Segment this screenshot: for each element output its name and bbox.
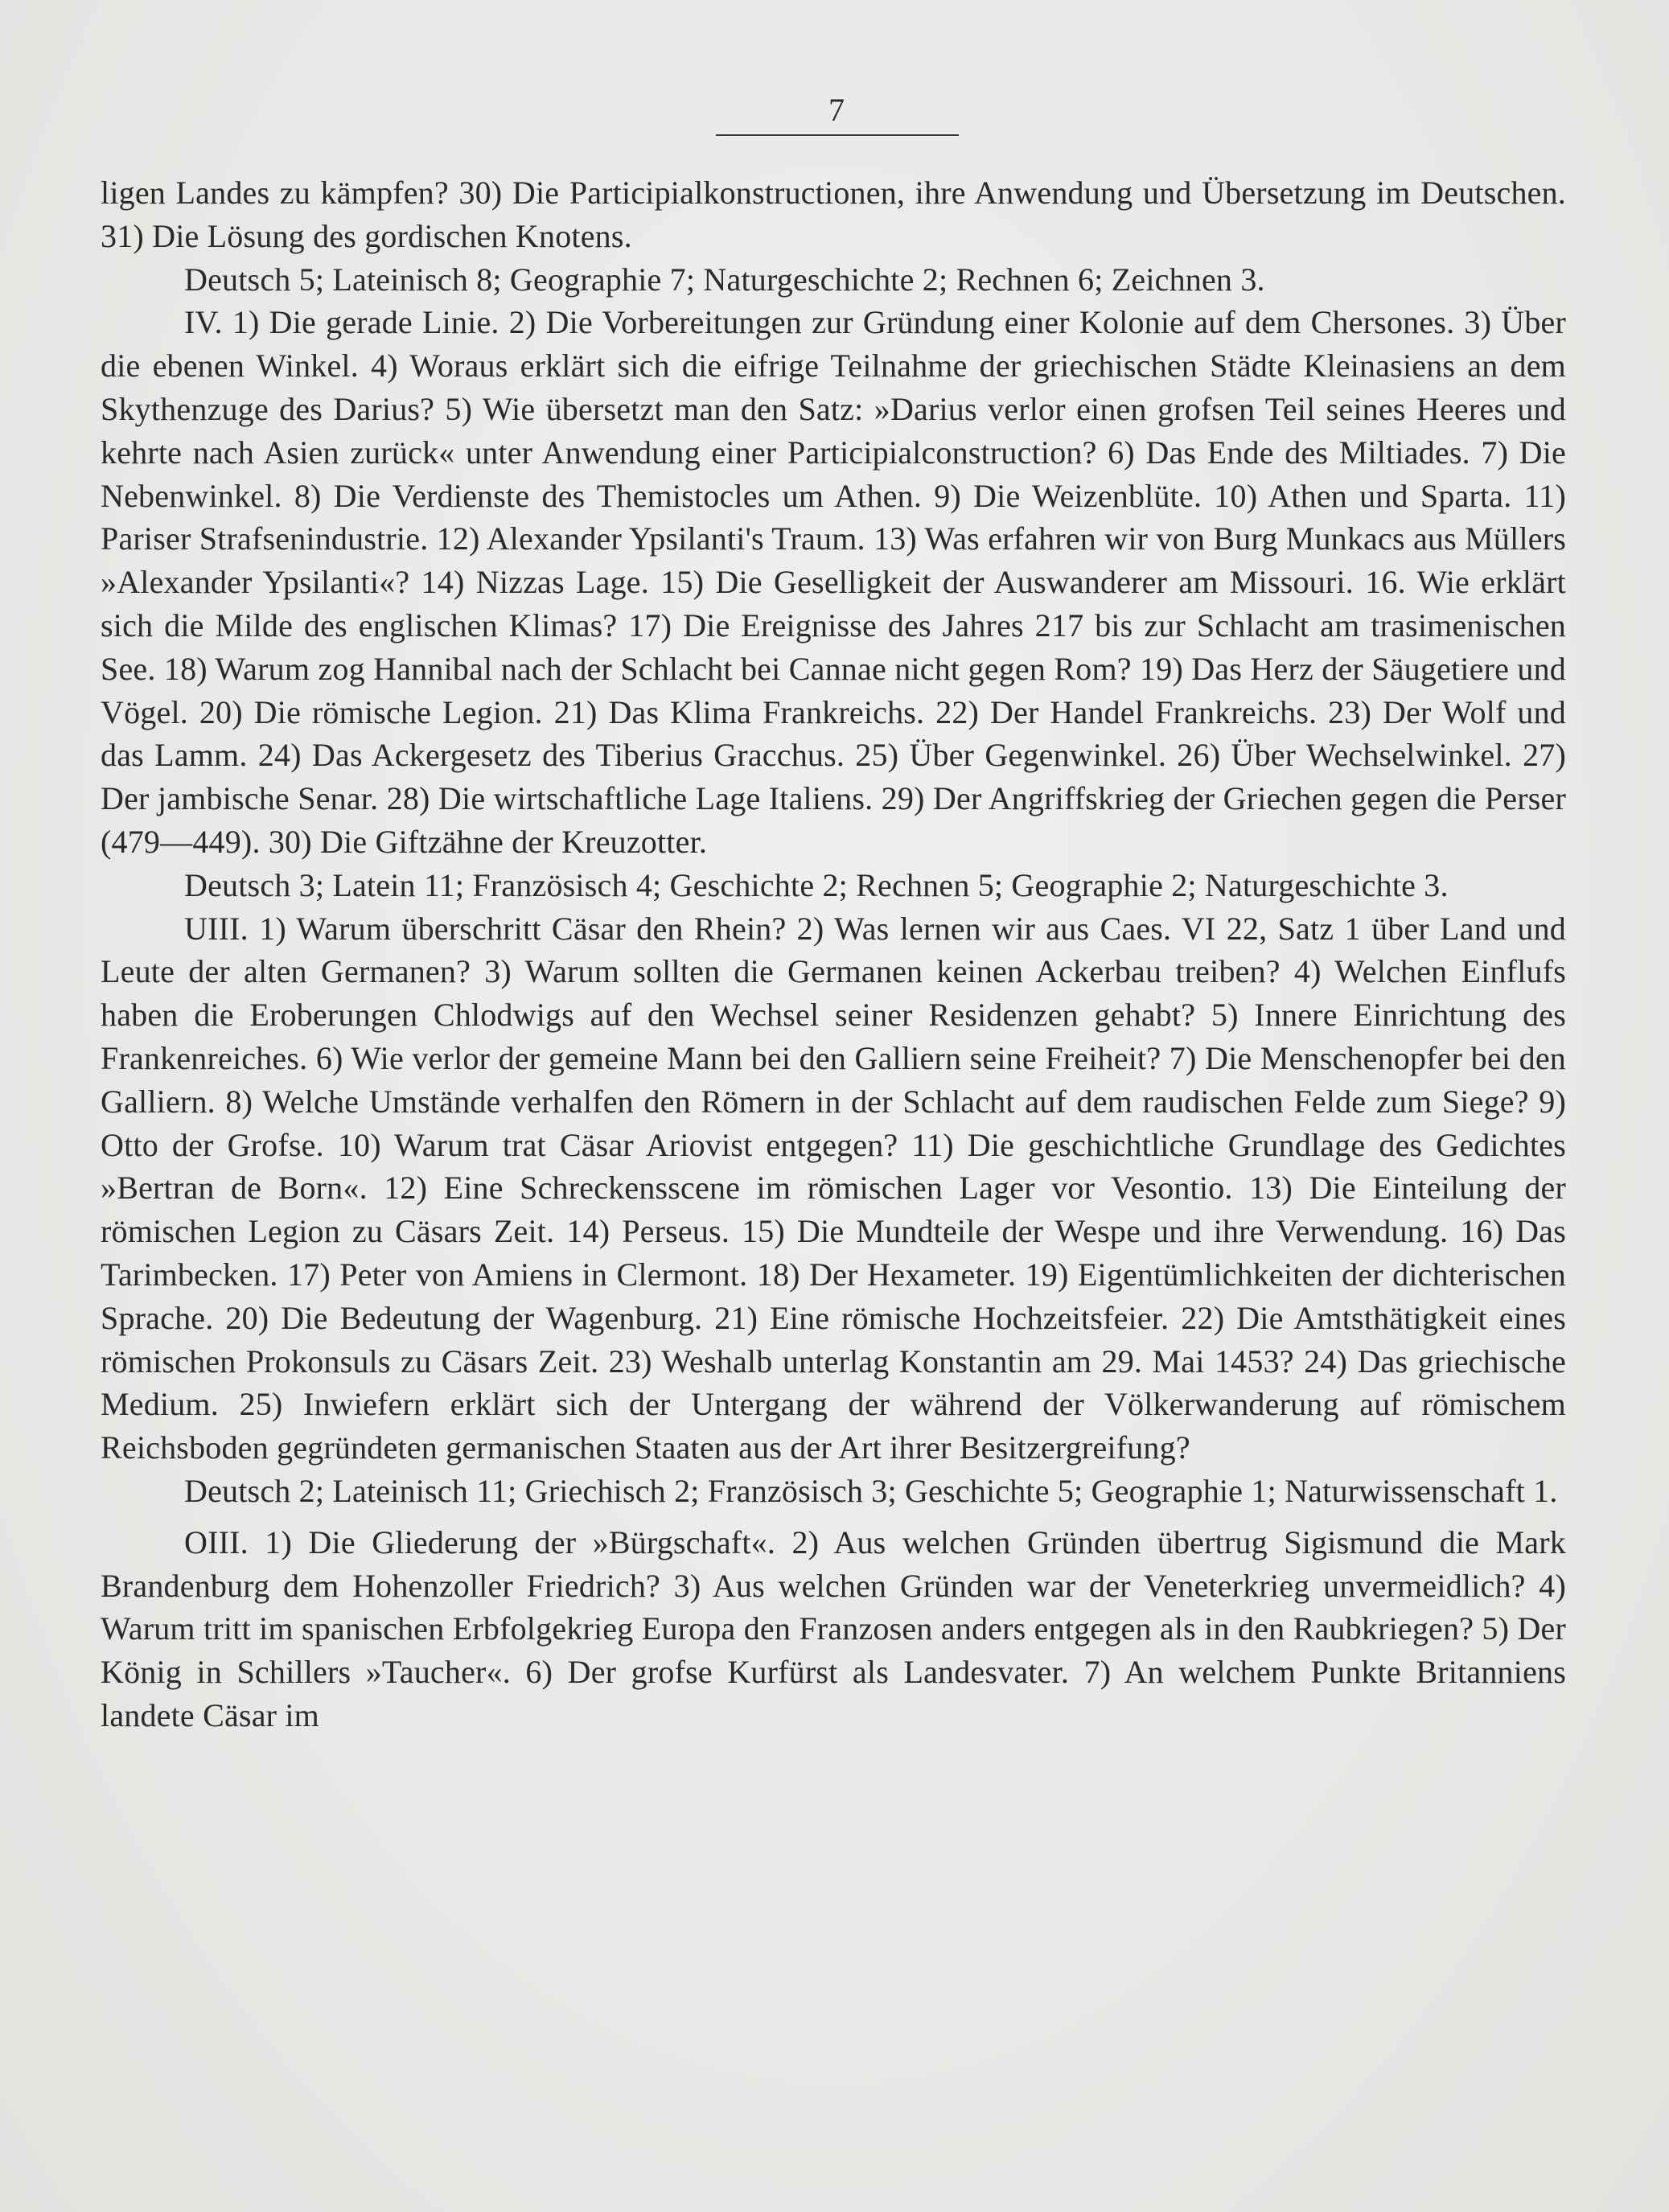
paragraph-class-oiii-topics: OIII. 1) Die Gliederung der »Bürgschaft«. 2) Aus welchen Gründen übertrug Sigismund die Mark Brandenburg dem Hohenzoller Friedrich? 3) Aus welchen Gründen war der Veneterkrieg unvermeidlich? 4) Warum tritt im spanischen Erbfolgekrieg Europa den Franzosen anders entgegen als in den Raubkriegen? 5) Der König in Schillers »Taucher«. 6) Der grofse Kurfürst als Landesvater. 7) An welchem Punkte Britanniens landete Cäsar im (101, 1523, 1566, 1733)
paragraph-grade-summary-iv: Deutsch 3; Latein 11; Französisch 4; Geschichte 2; Rechnen 5; Geographie 2; Naturgeschichte 3. (184, 866, 1449, 903)
paragraph-continuation: ligen Landes zu kämpfen? 30) Die Participialkonstructionen, ihre Anwendung und Übersetzung im Deutschen. 31) Die Lösung des gordischen Knotens. (101, 175, 1566, 254)
paragraph-class-uiii-topics: UIII. 1) Warum überschritt Cäsar den Rhein? 2) Was lernen wir aus Caes. VI 22, Satz 1 über Land und Leute der alten Germanen? 3) Warum sollten die Germanen keinen Ackerbau treiben? 4) Welchen Einflufs haben die Eroberungen Chlodwigs auf den Wechsel seiner Residenzen gehabt? 5) Innere Einrichtung des Frankenreiches. 6) Wie verlor der gemeine Mann bei den Galliern seine Freiheit? 7) Die Menschenopfer bei den Galliern. 8) Welche Umstände verhalfen den Römern in der Schlacht auf dem raudischen Felde zum Siege? 9) Otto der Grofse. 10) Warum trat Cäsar Ariovist entgegen? 11) Die geschichtliche Grundlage des Gedichtes »Bertran de Born«. 12) Eine Schreckensscene im römischen Lager vor Vesontio. 13) Die Einteilung der römischen Legion zu Cäsars Zeit. 14) Perseus. 15) Die Mundteile der Wespe und ihre Verwendung. 16) Das Tarimbecken. 17) Peter von Amiens in Clermont. 18) Der Hexameter. 19) Eigentümlichkeiten der dichterischen Sprache. 20) Die Bedeutung der Wagenburg. 21) Eine römische Hochzeitsfeier. 22) Die Amtsthätigkeit eines römischen Prokonsuls zu Cäsars Zeit. 23) Weshalb unterlag Konstantin am 29. Mai 1453? 24) Das griechische Medium. 25) Inwiefern erklärt sich der Untergang der während der Völkerwanderung auf römischem Reichsboden gegründeten germanischen Staaten aus der Art ihrer Besitzergreifung? (101, 910, 1566, 1466)
paragraph-grade-summary-uiii: Deutsch 2; Lateinisch 11; Griechisch 2; Französisch 3; Geschichte 5; Geographie 1; Naturwissenschaft 1. (184, 1472, 1558, 1509)
page-number-rule (716, 134, 959, 136)
page-number: 7 (828, 92, 845, 128)
paragraph-class-iv-topics: IV. 1) Die gerade Linie. 2) Die Vorbereitungen zur Gründung einer Kolonie auf dem Chersones. 3) Über die ebenen Winkel. 4) Woraus erklärt sich die eifrige Teilnahme der griechischen Städte Kleinasiens an dem Skythenzuge des Darius? 5) Wie übersetzt man den Satz: »Darius verlor einen grofsen Teil seines Heeres und kehrte nach Asien zurück« unter Anwendung einer Participialconstruction? 6) Das Ende des Miltiades. 7) Die Nebenwinkel. 8) Die Verdienste des Themistocles um Athen. 9) Die Weizenblüte. 10) Athen und Sparta. 11) Pariser Strafsenindustrie. 12) Alexander Ypsilanti's Traum. 13) Was erfahren wir von Burg Munkacs aus Müllers »Alexander Ypsilanti«? 14) Nizzas Lage. 15) Die Geselligkeit der Auswanderer am Missouri. 16. Wie erklärt sich die Milde des englischen Klimas? 17) Die Ereignisse des Jahres 217 bis zur Schlacht am trasimenischen See. 18) Warum zog Hannibal nach der Schlacht bei Cannae nicht gegen Rom? 19) Das Herz der Säugetiere und Vögel. 20) Die römische Legion. 21) Das Klima Frankreichs. 22) Der Handel Frankreichs. 23) Der Wolf und das Lamm. 24) Das Ackergesetz des Tiberius Gracchus. 25) Über Gegenwinkel. 26) Über Wechselwinkel. 27) Der jambische Senar. 28) Die wirtschaftliche Lage Italiens. 29) Der Angriffskrieg der Griechen gegen die Perser (479—449). 30) Die Giftzähne der Kreuzotter. (101, 304, 1566, 860)
paragraph-grade-summary-v: Deutsch 5; Lateinisch 8; Geographie 7; Naturgeschichte 2; Rechnen 6; Zeichnen 3. (184, 261, 1265, 298)
body-text (101, 171, 1566, 1737)
